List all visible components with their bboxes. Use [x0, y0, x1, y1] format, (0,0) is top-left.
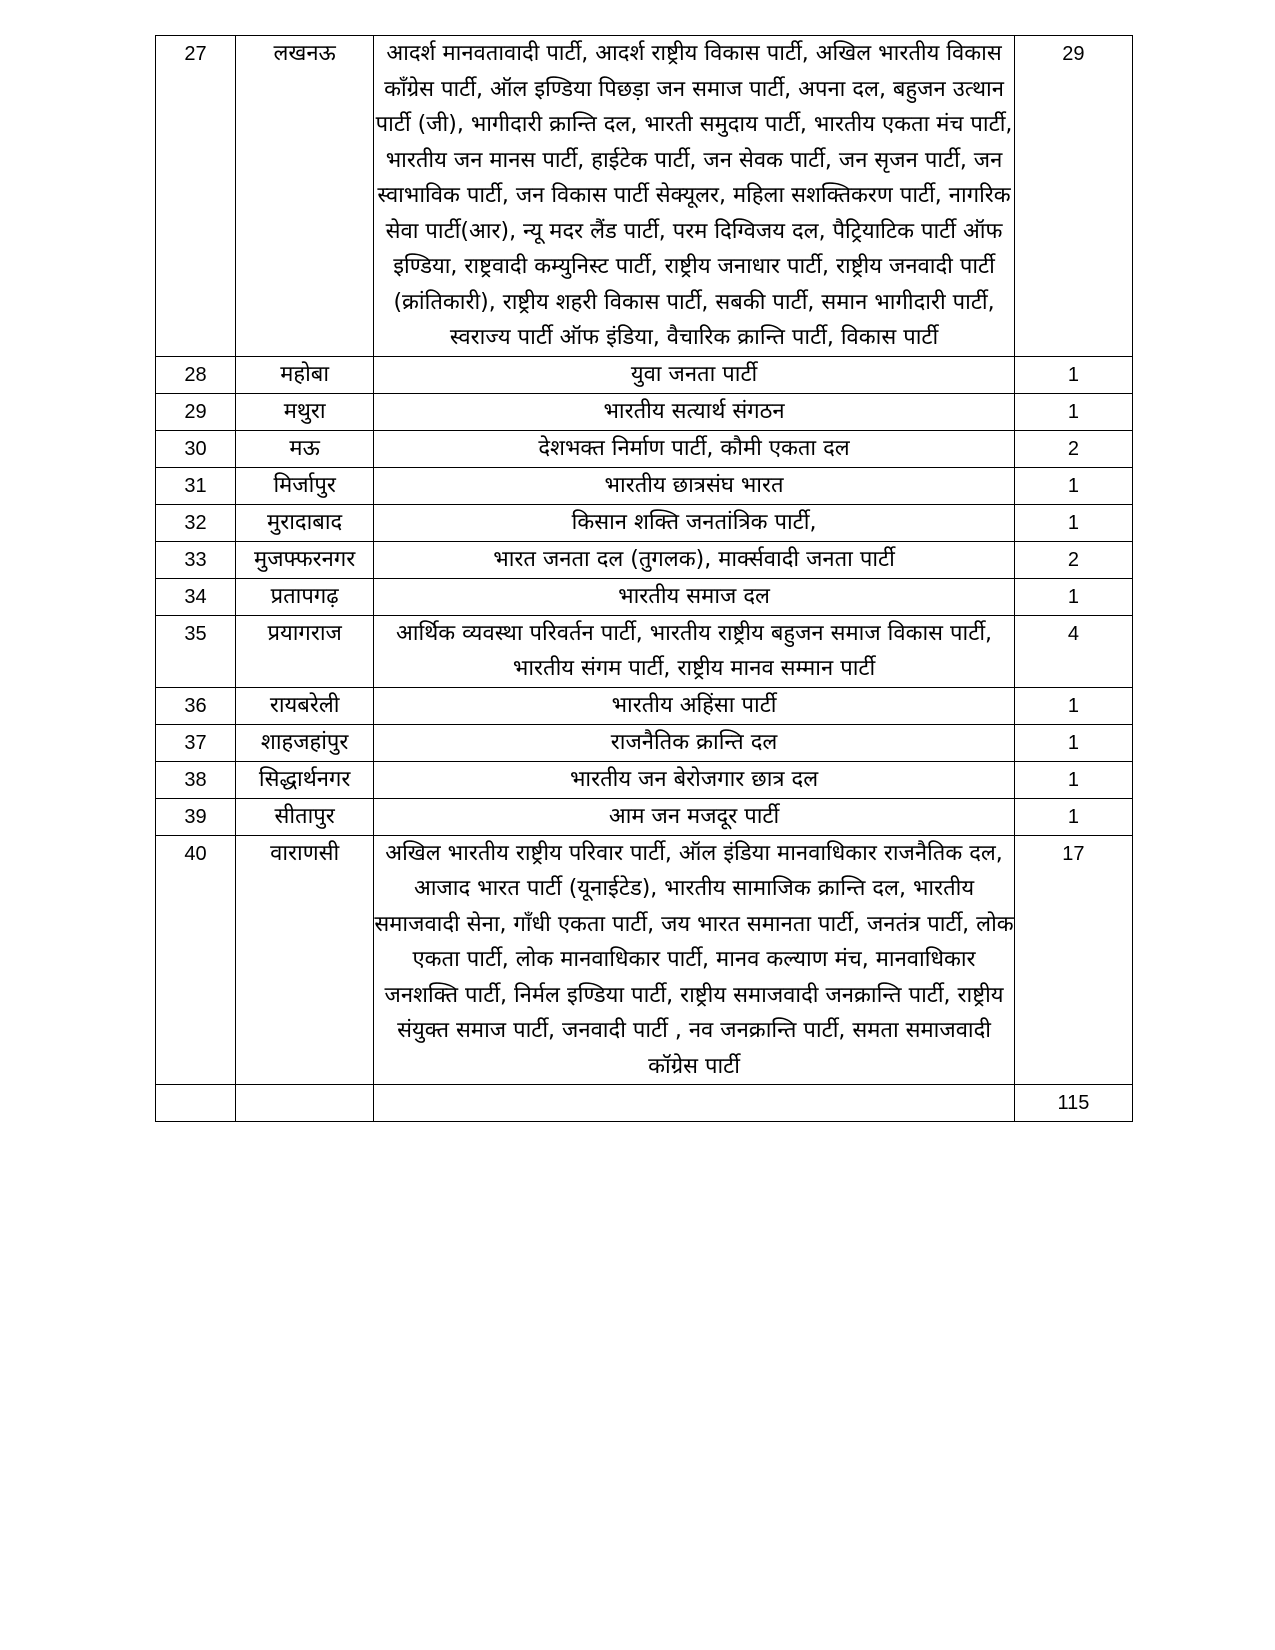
table-row [156, 687, 1133, 724]
party-count: 1 [1014, 687, 1132, 724]
district-name: मथुरा [236, 393, 374, 430]
serial-number: 36 [156, 687, 236, 724]
party-list-table [155, 35, 1133, 1122]
party-names: आर्थिक व्यवस्था परिवर्तन पार्टी, भारतीय राष्ट्रीय बहुजन समाज विकास पार्टी, भारतीय संगम पार्टी, राष्ट्रीय मानव सम्मान पार्टी [374, 615, 1015, 687]
party-count: 1 [1014, 467, 1132, 504]
party-names: आदर्श मानवतावादी पार्टी, आदर्श राष्ट्रीय विकास पार्टी, अखिल भारतीय विकास कॉंग्रेस पार्टी, ऑल इण्डिया पिछड़ा जन समाज पार्टी, अपना दल, बहुजन उत्थान पार्टी (जी), भागीदारी क्रान्ति दल, भारती समुदाय पार्टी, भारतीय एकता मंच पार्टी, भारतीय जन मानस पार्टी, हाईटेक पार्टी, जन सेवक पार्टी, जन सृजन पार्टी, जन स्वाभाविक पार्टी, जन विकास पार्टी सेक्यूलर, महिला सशक्तिकरण पार्टी, नागरिक सेवा पार्टी(आर), न्यू मदर लैंड पार्टी, परम दिग्विजय दल, पैट्रियाटिक पार्टी ऑफ इण्डिया, राष्ट्रवादी कम्युनिस्ट पार्टी, राष्ट्रीय जनाधार पार्टी, राष्ट्रीय जनवादी पार्टी (क्रांतिकारी), राष्ट्रीय शहरी विकास पार्टी, सबकी पार्टी, समान भागीदारी पार्टी, स्वराज्य पार्टी ऑफ इंडिया, वैचारिक क्रान्ति पार्टी, विकास पार्टी [374, 36, 1015, 357]
party-names: भारतीय समाज दल [374, 578, 1015, 615]
party-names: भारतीय छात्रसंघ भारत [374, 467, 1015, 504]
party-names: भारत जनता दल (तुगलक), मार्क्सवादी जनता पार्टी [374, 541, 1015, 578]
party-count: 1 [1014, 504, 1132, 541]
district-name: वाराणसी [236, 835, 374, 1085]
serial-number: 33 [156, 541, 236, 578]
district-name: सिद्धार्थनगर [236, 761, 374, 798]
table-row [156, 724, 1133, 761]
district-name: प्रयागराज [236, 615, 374, 687]
table-row [156, 504, 1133, 541]
table-row [156, 541, 1133, 578]
empty-cell [374, 1085, 1015, 1122]
serial-number: 30 [156, 430, 236, 467]
table-row [156, 761, 1133, 798]
district-name: लखनऊ [236, 36, 374, 357]
party-count: 29 [1014, 36, 1132, 357]
party-count: 2 [1014, 430, 1132, 467]
party-names: देशभक्त निर्माण पार्टी, कौमी एकता दल [374, 430, 1015, 467]
district-name: सीतापुर [236, 798, 374, 835]
party-names: राजनैतिक क्रान्ति दल [374, 724, 1015, 761]
party-names: किसान शक्ति जनतांत्रिक पार्टी, [374, 504, 1015, 541]
party-count: 1 [1014, 798, 1132, 835]
serial-number: 40 [156, 835, 236, 1085]
table-row [156, 835, 1133, 1085]
table-row [156, 393, 1133, 430]
serial-number: 37 [156, 724, 236, 761]
empty-cell [236, 1085, 374, 1122]
total-count: 115 [1014, 1085, 1132, 1122]
serial-number: 31 [156, 467, 236, 504]
total-row [156, 1085, 1133, 1122]
district-name: रायबरेली [236, 687, 374, 724]
table-row [156, 430, 1133, 467]
serial-number: 35 [156, 615, 236, 687]
table-row [156, 578, 1133, 615]
party-count: 1 [1014, 356, 1132, 393]
table-row [156, 798, 1133, 835]
serial-number: 34 [156, 578, 236, 615]
table-row [156, 467, 1133, 504]
table-row [156, 36, 1133, 357]
district-name: मुजफ्फरनगर [236, 541, 374, 578]
district-name: मऊ [236, 430, 374, 467]
party-names: भारतीय सत्यार्थ संगठन [374, 393, 1015, 430]
party-names: अखिल भारतीय राष्ट्रीय परिवार पार्टी, ऑल इंडिया मानवाधिकार राजनैतिक दल, आजाद भारत पार्टी (यूनाईटेड), भारतीय सामाजिक क्रान्ति दल, भारतीय समाजवादी सेना, गाँधी एकता पार्टी, जय भारत समानता पार्टी, जनतंत्र पार्टी, लोक एकता पार्टी, लोक मानवाधिकार पार्टी, मानव कल्याण मंच, मानवाधिकार जनशक्ति पार्टी, निर्मल इण्डिया पार्टी, राष्ट्रीय समाजवादी जनक्रान्ति पार्टी, राष्ट्रीय संयुक्त समाज पार्टी, जनवादी पार्टी , नव जनक्रान्ति पार्टी, समता समाजवादी कॉग्रेस पार्टी [374, 835, 1015, 1085]
serial-number: 28 [156, 356, 236, 393]
serial-number: 38 [156, 761, 236, 798]
party-count: 1 [1014, 724, 1132, 761]
party-names: भारतीय जन बेरोजगार छात्र दल [374, 761, 1015, 798]
party-count: 4 [1014, 615, 1132, 687]
party-count: 17 [1014, 835, 1132, 1085]
serial-number: 29 [156, 393, 236, 430]
district-name: महोबा [236, 356, 374, 393]
party-names: आम जन मजदूर पार्टी [374, 798, 1015, 835]
serial-number: 39 [156, 798, 236, 835]
district-name: शाहजहांपुर [236, 724, 374, 761]
serial-number: 32 [156, 504, 236, 541]
party-names: युवा जनता पार्टी [374, 356, 1015, 393]
party-count: 1 [1014, 761, 1132, 798]
serial-number: 27 [156, 36, 236, 357]
party-count: 1 [1014, 393, 1132, 430]
party-count: 2 [1014, 541, 1132, 578]
district-name: प्रतापगढ़ [236, 578, 374, 615]
empty-cell [156, 1085, 236, 1122]
table-row [156, 615, 1133, 687]
district-name: मुरादाबाद [236, 504, 374, 541]
table-row [156, 356, 1133, 393]
party-names: भारतीय अहिंसा पार्टी [374, 687, 1015, 724]
party-count: 1 [1014, 578, 1132, 615]
district-name: मिर्जापुर [236, 467, 374, 504]
